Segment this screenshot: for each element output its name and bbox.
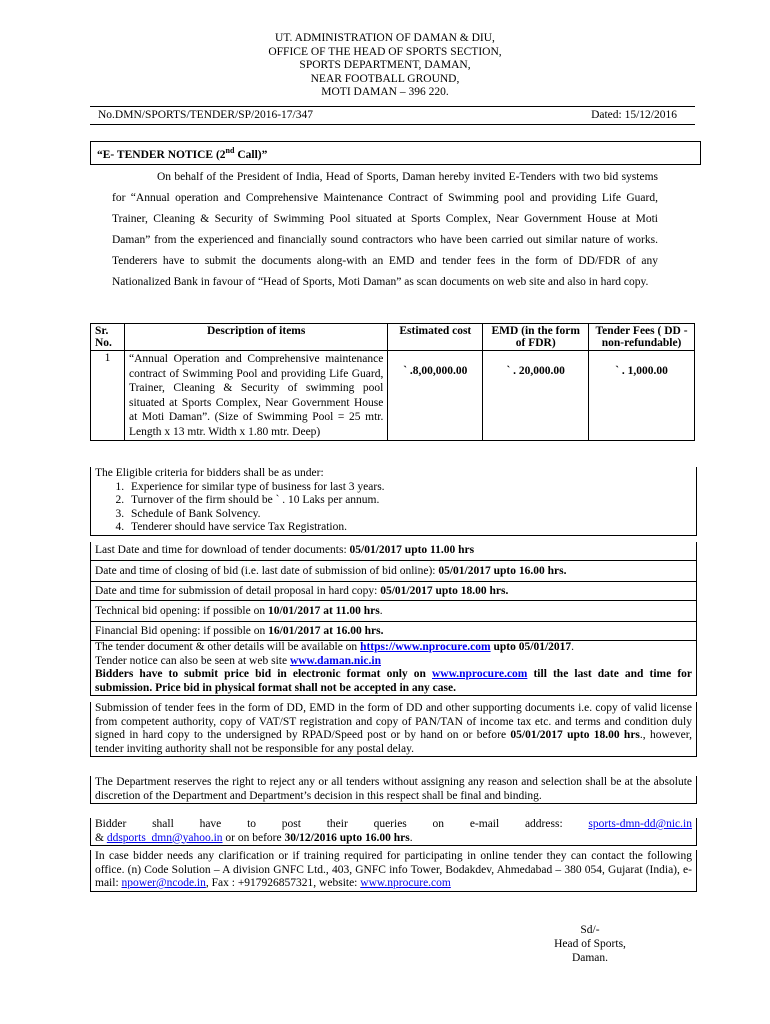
- queries-line: [95, 818, 692, 832]
- intro-paragraph: [112, 167, 658, 293]
- availability-section: [90, 641, 697, 696]
- queries-word: their: [326, 818, 348, 830]
- queries-word: on: [432, 818, 445, 830]
- queries-word: address:: [524, 818, 563, 830]
- criteria-item: 2. Turnover of the firm should be ` . 10 Laks per annum.: [127, 494, 692, 508]
- queries-date: 30/12/2016 upto 16.00 hrs: [284, 831, 410, 844]
- availability-text: The tender document & other details will be available on: [95, 641, 361, 653]
- header-estimated-cost: Estimated cost: [388, 324, 483, 351]
- email-link-nic[interactable]: sports-dmn-dd@nic.in: [588, 818, 692, 830]
- table-row: [91, 351, 695, 441]
- clarification-text-2: , Fax : +917926857321, website:: [205, 877, 361, 889]
- hardcopy-label: Date and time for submission of detail proposal in hard copy:: [95, 585, 381, 597]
- title-post: Call)”: [234, 148, 268, 161]
- criteria-list: [95, 481, 692, 535]
- hardcopy-value: 05/01/2017 upto 18.00 hrs.: [380, 585, 509, 597]
- table-header-row: [91, 324, 695, 351]
- financial-label: Financial Bid opening: if possible on: [95, 625, 269, 637]
- queries-period: .: [409, 831, 413, 844]
- price-bid-text-2: till the last date and time for submission. Price bid in physical format shall not be accepted in any case.: [95, 668, 692, 694]
- technical-end: .: [379, 605, 383, 617]
- header-line-2: OFFICE OF THE HEAD OF SPORTS SECTION,: [268, 45, 502, 58]
- signature-sd: Sd/-: [580, 924, 600, 936]
- row-estimated-cost: ` .8,00,000.00: [388, 351, 483, 441]
- email-link-ncode[interactable]: npower@ncode.in: [121, 877, 206, 889]
- technical-bid-row: [90, 601, 697, 622]
- criteria-item: 1. Experience for similar type of business for last 3 years.: [127, 481, 692, 495]
- technical-value: 10/01/2017 at 11.00 hrs: [267, 605, 380, 617]
- reference-line: [90, 106, 695, 125]
- signature-title: Head of Sports,: [554, 938, 626, 950]
- reserve-section: [90, 776, 697, 804]
- hardcopy-date-row: [90, 582, 697, 601]
- row-description: “Annual Operation and Comprehensive maintenance contract of Swimming Pool and providing Life Guard, Trainer, Cleaning & Security of swimming pool situated at Sports Complex, Near Government House at Moti Daman”. (Size of Swimming Pool = 25 mtr. Length x 13 mtr. Width x 1.80 mtr. Deep): [124, 351, 387, 441]
- queries-word: e-mail: [469, 818, 500, 830]
- reserve-text: The Department reserves the right to reject any or all tenders without assigning any reason and selection shall be at the absolute discretion of the Department and Department’s decision in this respect shall be final and binding.: [95, 776, 692, 802]
- queries-amp: &: [95, 831, 107, 844]
- criteria-item: 3. Schedule of Bank Solvency.: [127, 508, 692, 522]
- financial-value: 16/01/2017 at 16.00 hrs.: [268, 625, 384, 637]
- technical-label: Technical bid opening: if possible on: [95, 605, 268, 617]
- closing-value: 05/01/2017 upto 16.00 hrs.: [438, 565, 567, 577]
- header-line-4: NEAR FOOTBALL GROUND,: [310, 72, 460, 85]
- header-sr: Sr. No.: [91, 324, 125, 351]
- signature-block: [520, 923, 660, 965]
- title-sup: nd: [225, 146, 235, 155]
- download-value: 05/01/2017 upto 11.00 hrs: [349, 544, 475, 556]
- clarification-section: [90, 850, 697, 892]
- submission-date: 05/01/2017 upto 18.00 hrs: [510, 729, 640, 741]
- header-line-3: SPORTS DEPARTMENT, DAMAN,: [299, 59, 471, 71]
- row-sr: 1: [91, 351, 125, 441]
- items-table: [90, 323, 695, 441]
- queries-text: or on before: [222, 831, 285, 844]
- signature-place: Daman.: [571, 952, 609, 964]
- notice-date: Dated: 15/12/2016: [591, 109, 677, 121]
- nprocure-link-2[interactable]: www.nprocure.com: [431, 668, 528, 680]
- eligibility-criteria: [90, 467, 697, 536]
- queries-section: [90, 818, 697, 846]
- submission-text-2: ., however, tender inviting authority shall not be responsible for any postal delay.: [95, 729, 692, 755]
- closing-label: Date and time of closing of bid (i.e. last date of submission of bid online):: [95, 565, 439, 577]
- financial-bid-row: [90, 622, 697, 641]
- row-tender-fees: ` . 1,000.00: [589, 351, 695, 441]
- header-line-1: UT. ADMINISTRATION OF DAMAN & DIU,: [275, 32, 495, 44]
- website-text: Tender notice can also be seen at web site: [95, 654, 290, 667]
- header-tender-fees: Tender Fees ( DD - non-refundable): [589, 324, 695, 351]
- queries-word: queries: [373, 818, 407, 830]
- queries-word: have: [199, 818, 222, 830]
- title-pre: “E- TENDER NOTICE (2: [97, 148, 226, 161]
- submission-text: Submission of tender fees in the form of DD, EMD in the form of DD and other supporting documents i.e. copy of valid license from competent authority, copy of VAT/ST registration and copy of PAN/TAN of income tax etc. and terms and condition duly signed in hard copy to the undersigned by RPAD/Speed post or by hand on or before: [95, 702, 692, 741]
- submission-section: [90, 702, 697, 757]
- queries-word: post: [281, 818, 301, 830]
- criteria-heading: The Eligible criteria for bidders shall be as under:: [95, 467, 324, 479]
- criteria-item: 4. Tenderer should have service Tax Registration.: [127, 521, 692, 535]
- clarification-text: In case bidder needs any clarification or if training required for participating in online tender they can contact the following office. (n) Code Solution – A division GNFC Ltd., 403, GNFC info Tower, Bodakdev, Ahmedabad – 380 054, Gujarat (India), e-mail:: [95, 850, 692, 889]
- email-link-yahoo[interactable]: ddsports_dmn@yahoo.in: [106, 831, 223, 844]
- queries-word: shall: [152, 818, 174, 830]
- queries-word: to: [247, 818, 257, 830]
- closing-date-row: [90, 561, 697, 582]
- header-description: Description of items: [124, 324, 387, 351]
- header-line-5: MOTI DAMAN – 396 220.: [321, 86, 449, 98]
- row-emd: ` . 20,000.00: [483, 351, 589, 441]
- nprocure-link[interactable]: https://www.nprocure.com: [360, 641, 491, 653]
- availability-period: .: [571, 641, 575, 653]
- website-link-nprocure[interactable]: www.nprocure.com: [360, 877, 451, 889]
- daman-link[interactable]: www.daman.nic.in: [289, 654, 381, 667]
- queries-word: Bidder: [95, 818, 127, 830]
- office-header: [0, 32, 770, 100]
- price-bid-text: Bidders have to submit price bid in electronic format only on: [95, 668, 432, 680]
- download-date-row: [90, 542, 697, 561]
- header-emd: EMD (in the form of FDR): [483, 324, 589, 351]
- reference-number: No.DMN/SPORTS/TENDER/SP/2016-17/347: [98, 109, 313, 121]
- availability-date: upto 05/01/2017: [490, 641, 572, 653]
- intro-text: On behalf of the President of India, Head of Sports, Daman hereby invited E-Tenders with two bid systems for “Annual operation and Comprehensive Maintenance Contract of Swimming pool and providing Life Guard, Trainer, Cleaning & Security of Swimming Pool situated at Sports Complex, Near Government House at Moti Daman” from the experienced and financially sound contractors who have been carried out similar nature of works. Tenderers have to submit the documents along-with an EMD and tender fees in the form of DD/FDR of any Nationalized Bank in favour of “Head of Sports, Moti Daman” as scan documents on web site and also in hard copy.: [112, 171, 658, 288]
- download-label: Last Date and time for download of tender documents:: [95, 544, 350, 556]
